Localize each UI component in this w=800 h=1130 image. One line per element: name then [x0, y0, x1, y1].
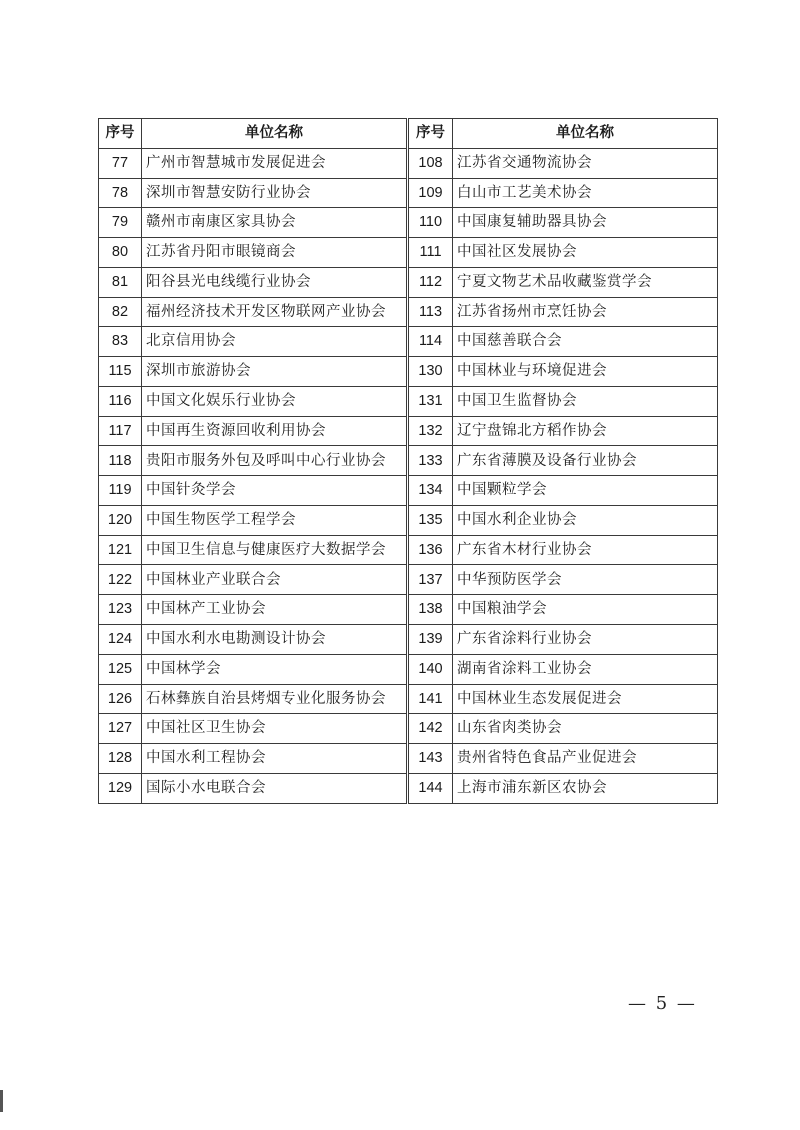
table-row [99, 744, 718, 774]
serial-number-cell: 120 [99, 505, 142, 535]
organization-name-cell: 山东省肉类协会 [453, 714, 718, 744]
serial-number-cell: 136 [408, 535, 453, 565]
table-row [99, 476, 718, 506]
serial-number-cell: 130 [408, 357, 453, 387]
serial-number-cell: 109 [408, 178, 453, 208]
table-row [99, 178, 718, 208]
table-row [99, 416, 718, 446]
organization-name-cell: 湖南省涂料工业协会 [453, 654, 718, 684]
organization-name-cell: 广东省木材行业协会 [453, 535, 718, 565]
organization-name-cell: 贵阳市服务外包及呼叫中心行业协会 [142, 446, 408, 476]
serial-number-cell: 142 [408, 714, 453, 744]
serial-number-cell: 83 [99, 327, 142, 357]
header-serial-number-right: 序号 [408, 119, 453, 149]
organization-name-cell: 中国文化娱乐行业协会 [142, 386, 408, 416]
serial-number-cell: 118 [99, 446, 142, 476]
organization-name-cell: 中华预防医学会 [453, 565, 718, 595]
table-row [99, 505, 718, 535]
organization-name-cell: 中国生物医学工程学会 [142, 505, 408, 535]
organization-name-cell: 深圳市旅游协会 [142, 357, 408, 387]
scan-edge-mark [0, 1090, 3, 1112]
organization-name-cell: 中国水利水电勘测设计协会 [142, 625, 408, 655]
serial-number-cell: 141 [408, 684, 453, 714]
table-row [99, 625, 718, 655]
serial-number-cell: 79 [99, 208, 142, 238]
serial-number-cell: 134 [408, 476, 453, 506]
serial-number-cell: 80 [99, 238, 142, 268]
table-row [99, 386, 718, 416]
table-row [99, 595, 718, 625]
organization-name-cell: 中国康复辅助器具协会 [453, 208, 718, 238]
organization-name-cell: 国际小水电联合会 [142, 773, 408, 803]
serial-number-cell: 127 [99, 714, 142, 744]
table-header-row [99, 119, 718, 149]
serial-number-cell: 119 [99, 476, 142, 506]
serial-number-cell: 135 [408, 505, 453, 535]
organization-name-cell: 广东省薄膜及设备行业协会 [453, 446, 718, 476]
serial-number-cell: 131 [408, 386, 453, 416]
organization-name-cell: 中国水利企业协会 [453, 505, 718, 535]
table-row [99, 357, 718, 387]
serial-number-cell: 138 [408, 595, 453, 625]
serial-number-cell: 125 [99, 654, 142, 684]
organization-name-cell: 石林彝族自治县烤烟专业化服务协会 [142, 684, 408, 714]
serial-number-cell: 82 [99, 297, 142, 327]
serial-number-cell: 129 [99, 773, 142, 803]
organization-name-cell: 中国卫生信息与健康医疗大数据学会 [142, 535, 408, 565]
header-organization-name-right: 单位名称 [453, 119, 718, 149]
serial-number-cell: 121 [99, 535, 142, 565]
organization-name-cell: 辽宁盘锦北方稻作协会 [453, 416, 718, 446]
serial-number-cell: 139 [408, 625, 453, 655]
organization-name-cell: 广东省涂料行业协会 [453, 625, 718, 655]
serial-number-cell: 78 [99, 178, 142, 208]
table-row [99, 267, 718, 297]
table-row [99, 684, 718, 714]
table-body [99, 148, 718, 803]
header-organization-name: 单位名称 [142, 119, 408, 149]
serial-number-cell: 81 [99, 267, 142, 297]
serial-number-cell: 140 [408, 654, 453, 684]
serial-number-cell: 132 [408, 416, 453, 446]
serial-number-cell: 122 [99, 565, 142, 595]
serial-number-cell: 114 [408, 327, 453, 357]
organization-name-cell: 中国林产工业协会 [142, 595, 408, 625]
organization-name-cell: 中国社区发展协会 [453, 238, 718, 268]
organization-name-cell: 江苏省交通物流协会 [453, 148, 718, 178]
serial-number-cell: 133 [408, 446, 453, 476]
organization-name-cell: 中国卫生监督协会 [453, 386, 718, 416]
organization-name-cell: 中国慈善联合会 [453, 327, 718, 357]
organization-name-cell: 上海市浦东新区农协会 [453, 773, 718, 803]
serial-number-cell: 128 [99, 744, 142, 774]
serial-number-cell: 117 [99, 416, 142, 446]
table-row [99, 714, 718, 744]
serial-number-cell: 108 [408, 148, 453, 178]
table-row [99, 208, 718, 238]
table-row [99, 535, 718, 565]
organization-name-cell: 北京信用协会 [142, 327, 408, 357]
organization-name-cell: 中国再生资源回收利用协会 [142, 416, 408, 446]
organization-name-cell: 贵州省特色食品产业促进会 [453, 744, 718, 774]
organization-name-cell: 中国水利工程协会 [142, 744, 408, 774]
organization-name-cell: 深圳市智慧安防行业协会 [142, 178, 408, 208]
organization-name-cell: 中国社区卫生协会 [142, 714, 408, 744]
serial-number-cell: 115 [99, 357, 142, 387]
organization-name-cell: 阳谷县光电线缆行业协会 [142, 267, 408, 297]
organization-name-cell: 中国林业产业联合会 [142, 565, 408, 595]
organization-name-cell: 中国针灸学会 [142, 476, 408, 506]
organization-name-cell: 中国林学会 [142, 654, 408, 684]
serial-number-cell: 111 [408, 238, 453, 268]
serial-number-cell: 124 [99, 625, 142, 655]
table-row [99, 565, 718, 595]
table-row [99, 148, 718, 178]
organization-name-cell: 白山市工艺美术协会 [453, 178, 718, 208]
organization-name-cell: 中国颗粒学会 [453, 476, 718, 506]
table-row [99, 773, 718, 803]
organization-name-cell: 江苏省扬州市烹饪协会 [453, 297, 718, 327]
header-serial-number: 序号 [99, 119, 142, 149]
organization-name-cell: 广州市智慧城市发展促进会 [142, 148, 408, 178]
table-row [99, 238, 718, 268]
serial-number-cell: 116 [99, 386, 142, 416]
serial-number-cell: 137 [408, 565, 453, 595]
organization-name-cell: 中国林业与环境促进会 [453, 357, 718, 387]
organization-name-cell: 中国林业生态发展促进会 [453, 684, 718, 714]
serial-number-cell: 113 [408, 297, 453, 327]
page-number: — 5 — [628, 993, 697, 1014]
table-row [99, 297, 718, 327]
organization-name-cell: 宁夏文物艺术品收藏鉴赏学会 [453, 267, 718, 297]
organization-name-cell: 江苏省丹阳市眼镜商会 [142, 238, 408, 268]
serial-number-cell: 143 [408, 744, 453, 774]
organization-name-cell: 福州经济技术开发区物联网产业协会 [142, 297, 408, 327]
serial-number-cell: 144 [408, 773, 453, 803]
organization-table [98, 118, 718, 804]
table-row [99, 327, 718, 357]
serial-number-cell: 112 [408, 267, 453, 297]
serial-number-cell: 123 [99, 595, 142, 625]
organization-name-cell: 赣州市南康区家具协会 [142, 208, 408, 238]
table-row [99, 446, 718, 476]
serial-number-cell: 77 [99, 148, 142, 178]
organization-name-cell: 中国粮油学会 [453, 595, 718, 625]
serial-number-cell: 110 [408, 208, 453, 238]
serial-number-cell: 126 [99, 684, 142, 714]
table-row [99, 654, 718, 684]
